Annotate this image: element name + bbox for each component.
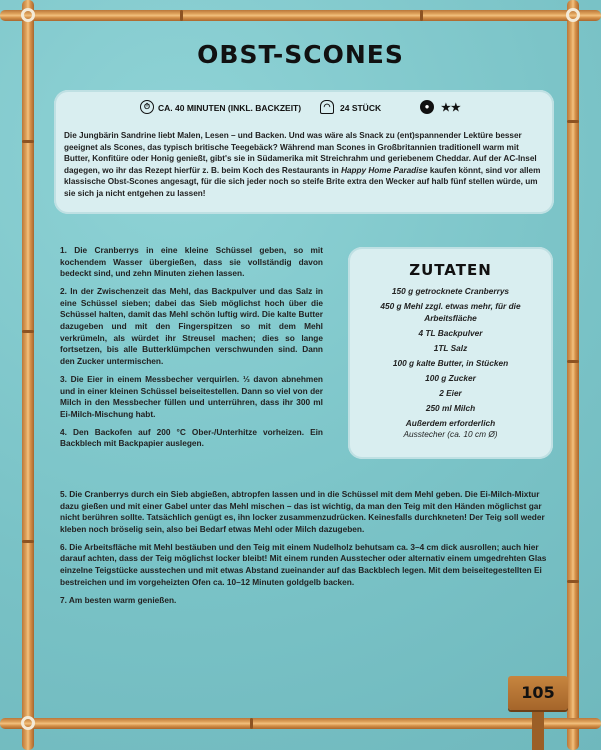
- intro-text: Die Jungbärin Sandrine liebt Malen, Lesen – und Backen. Und was wäre als Snack zu (ent)spannender Lektüre besser geeignet als Scones, das typisch britische Teegebäck? Während man Scones in Großbritannien traditionell warm mit Butter, Konfitüre oder Honig genießt, gibt's sie in Südamerika mit Streichrahm und geriebenem Cheddar. Auf der AC-Insel dagegen, wo ihr das Rezept hierfür z. B. beim Koch des Restaurants in Happy Home Paradise kaufen könnt, sind vor allem klassische Obst-Scones angesagt, für die sich jeder noch so steife Brite extra den Wecker auf halb fünf stellen würde, um sie sich ja nicht entgehen zu lassen!: [64, 131, 541, 198]
- bamboo-frame-left: [22, 0, 34, 750]
- step: 2. In der Zwischenzeit das Mehl, das Backpulver und das Salz in eine Schüssel sieben; dabei das Sieb möglichst hoch über die Schüssel halten, damit das Mehl schön luftig wird. Die kalte Butter dazugeben und mit den Fingerspitzen so mit dem Mehl verkrümeln, als würdet ihr Streusel machen; dies so lange fortsetzen, bis alle Butterklümpchen verschwunden sind. Dann den Zucker untermischen.: [60, 286, 323, 366]
- rope-knot: [21, 8, 35, 22]
- bamboo-frame-right: [567, 0, 579, 750]
- ingredient-item: 150 g getrocknete Cranberrys: [391, 286, 510, 296]
- ingredient-item: 100 g Zucker: [425, 373, 476, 384]
- rope-knot: [21, 716, 35, 730]
- sign-post: [532, 706, 544, 750]
- chef-icon: ●: [420, 100, 434, 114]
- bamboo-node: [22, 540, 34, 543]
- recipe-meta: [54, 100, 554, 118]
- bamboo-node: [567, 360, 579, 363]
- bamboo-node: [22, 140, 34, 143]
- info-box: [54, 90, 554, 214]
- rope-knot: [566, 8, 580, 22]
- extra-title: Außerdem erforderlich: [405, 418, 496, 429]
- ingredients-list: [348, 286, 553, 415]
- bamboo-frame-bottom: [0, 718, 601, 729]
- step: 7. Am besten warm genießen.: [60, 594, 177, 605]
- step: 4. Den Backofen auf 200 °C Ober-/Unterhitze vorheizen. Ein Backblech mit Backpapier auslegen.: [60, 426, 323, 449]
- ingredients-box: [348, 247, 553, 459]
- stopwatch-icon: ⏱: [140, 100, 154, 114]
- bamboo-node: [420, 10, 423, 21]
- ingredients-title: ZUTATEN: [409, 261, 492, 279]
- yield: 24 STÜCK: [340, 103, 382, 113]
- page-title: OBST-SCONES: [197, 40, 404, 69]
- bamboo-node: [22, 330, 34, 333]
- bamboo-node: [180, 10, 183, 21]
- steps-column: [60, 245, 323, 457]
- extra-item: Ausstecher (ca. 10 cm Ø): [403, 428, 498, 439]
- steps-full-width: [60, 489, 553, 613]
- extra-equipment: [348, 418, 553, 439]
- difficulty-stars: ★★: [441, 102, 461, 114]
- page-number-sign: [508, 676, 568, 710]
- venue-name: Happy Home Paradise: [341, 165, 428, 175]
- bamboo-node: [567, 120, 579, 123]
- ingredient-item: 250 ml Milch: [425, 403, 476, 414]
- ingredient-item: 450 g Mehl zzgl. etwas mehr, für die Arbeitsfläche: [380, 301, 521, 323]
- prep-time: CA. 40 MINUTEN (INKL. BACKZEIT): [158, 103, 302, 113]
- ingredient-item: 100 g kalte Butter, in Stücken: [392, 357, 509, 368]
- step: 6. Die Arbeitsfläche mit Mehl bestäuben und den Teig mit einem Nudelholz behutsam ca. 3–4 cm dick ausrollen; auch hier darauf achten, dass der Teig möglichst locker bleibt! Mit einem runden Ausstecher oder alternativ einem umgedrehten Glas einzelne Teigstücke ausstechen und mit etwas Abstand zueinander auf das Backblech legen. Mit dem beiseitegestellten Ei bestreichen und im vorgeheizten Ofen ca. 10–12 Minuten goldgelb backen.: [60, 541, 547, 587]
- bamboo-node: [567, 580, 579, 583]
- step: 1. Die Cranberrys in eine kleine Schüssel geben, so mit kochendem Wasser übergießen, dass sie vollständig davon bedeckt sind, und zehn Minuten ziehen lassen.: [60, 245, 323, 279]
- bamboo-node: [250, 718, 253, 729]
- ingredient-item: 2 Eier: [439, 388, 462, 399]
- page-number: 105: [521, 683, 555, 702]
- cupcake-icon: ◠: [320, 100, 334, 114]
- bamboo-frame-top: [0, 10, 601, 21]
- ingredient-item: 4 TL Backpulver: [418, 327, 483, 338]
- step: 5. Die Cranberrys durch ein Sieb abgießen, abtropfen lassen und in die Schüssel mit dem Mehl geben. Die Ei-Milch-Mixtur dazu gießen und mit einer Gabel unter das Mehl mischen – das ist wichtig, da man den Teig mit den Händen möglichst gar nicht berühren sollte. Tatsächlich genügt es, ihn locker zusammenzudrücken. Keinesfalls durchkneten! Der Teig soll weder kleben noch bröselig sein, also bei Bedarf etwas Mehl oder Milch dazugeben.: [60, 489, 545, 534]
- step: 3. Die Eier in einem Messbecher verquirlen. ⅓ davon abnehmen und in einer kleinen Schüssel beiseitestellen. Dann so viel von der Milch in den Messbecher füllen und unterrühren, dass ihr 300 ml Ei-Milch-Mischung habt.: [60, 373, 323, 419]
- ingredient-item: 1TL Salz: [433, 342, 468, 353]
